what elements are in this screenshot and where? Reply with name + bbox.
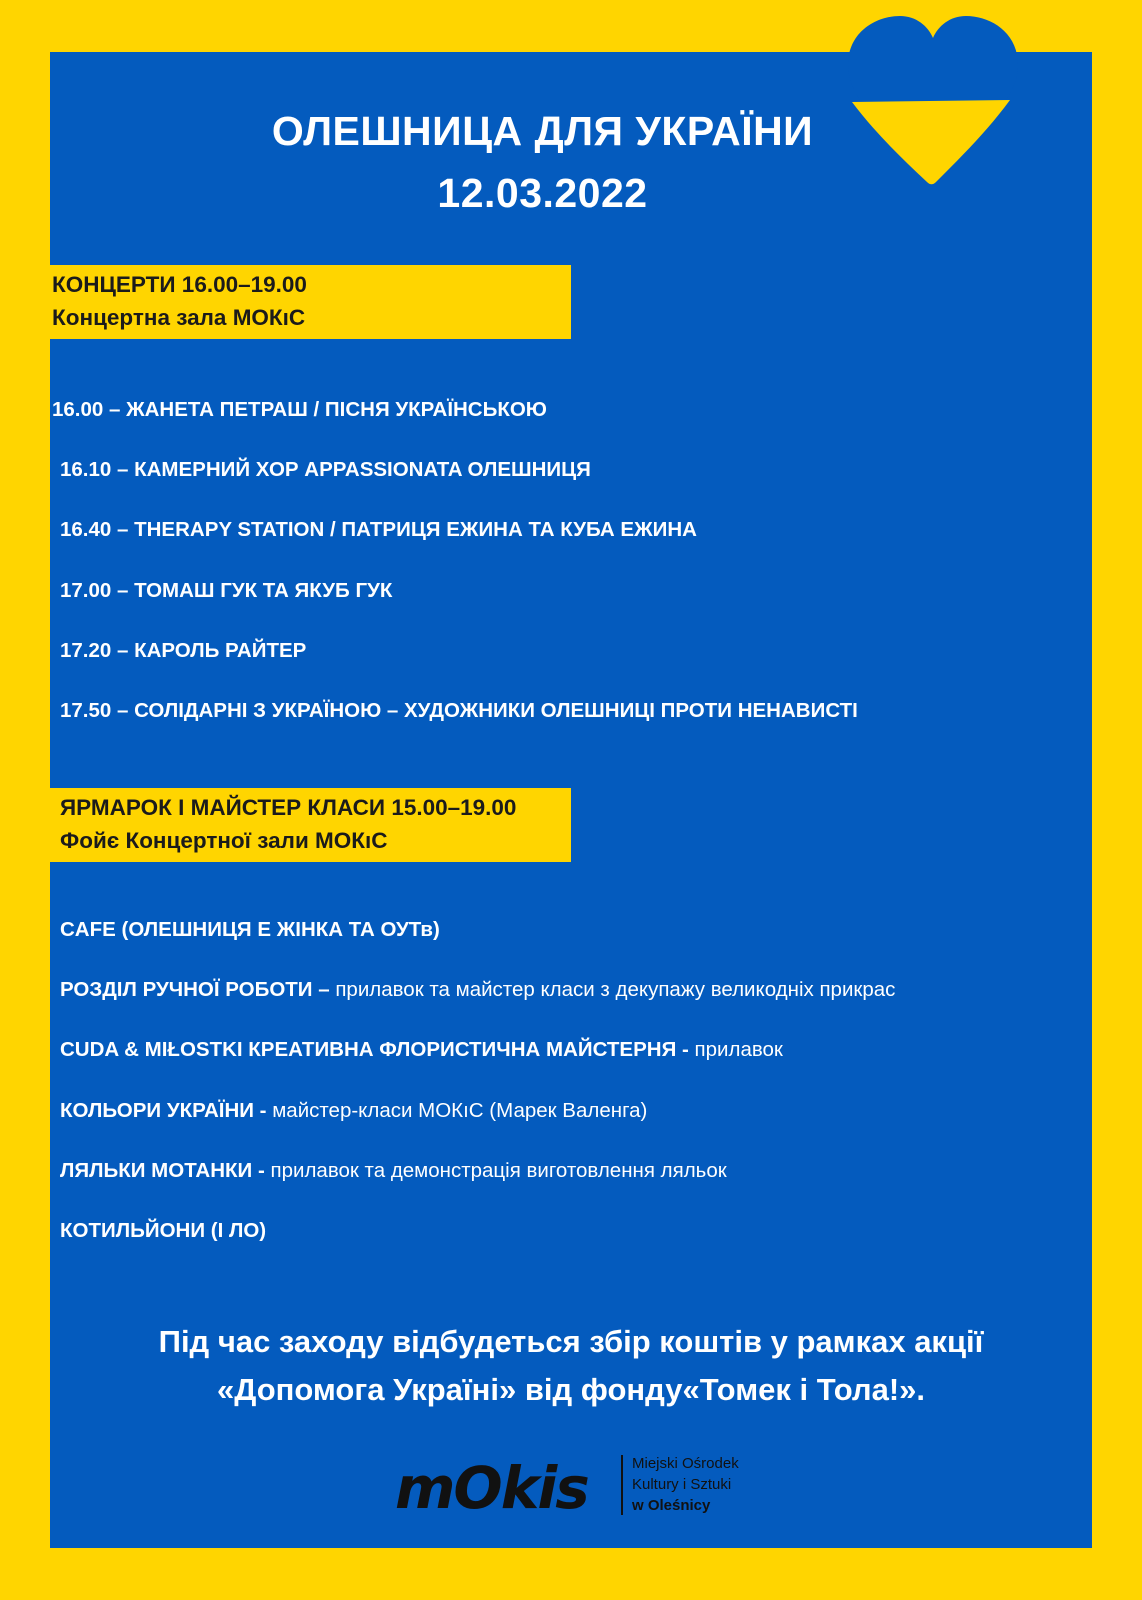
logo-caption-line-3: w Oleśnicy [632,1497,711,1514]
fair-item: ЛЯЛЬКИ МОТАНКИ - прилавок та демонстрація виготовлення ляльок [60,1159,727,1182]
event-date: 12.03.2022 [437,170,648,216]
fundraising-note [50,1318,1092,1414]
fair-item: КОЛЬОРИ УКРАЇНИ - майстер-класи МОКıС (Марек Валенга) [60,1099,648,1122]
concert-item: 16.40 – THERAPY STATION / ПАТРИЦЯ ЕЖИНА ТА КУБА ЕЖИНА [60,518,697,541]
mokis-logo [395,1443,775,1533]
logo-caption-line-1: Miejski Ośrodek [632,1455,739,1472]
logo-caption [632,1453,739,1516]
mokis-wordmark: mOkis [395,1454,588,1522]
fundraising-line-2: «Допомога Україні» від фонду«Томек і Тола!». [217,1372,925,1407]
logo-caption-line-2: Kultury i Sztuki [632,1476,732,1493]
fair-item: CUDA & MIŁOSTKI КРЕАТИВНА ФЛОРИСТИЧНА МАЙСТЕРНЯ - прилавок [60,1038,783,1061]
concert-item: 17.50 – СОЛІДАРНІ З УКРАЇНОЮ – ХУДОЖНИКИ ОЛЕШНИЦІ ПРОТИ НЕНАВИСТІ [60,699,858,722]
concert-item: 16.10 – КАМЕРНИЙ ХОР APPASSIONATA ОЛЕШНИЦЯ [60,458,591,481]
fair-item: КОТИЛЬЙОНИ (І ЛО) [60,1219,267,1242]
concert-item: 17.00 – ТОМАШ ГУК ТА ЯКУБ ГУК [60,579,393,602]
fair-venue: Фойє Концертної зали МОКıС [60,828,388,853]
concerts-venue: Концертна зала МОКıС [52,305,306,330]
event-title-block [50,100,1035,224]
logo-divider [621,1455,623,1515]
fair-header [50,788,571,862]
concerts-header [50,265,571,339]
fair-item: РОЗДІЛ РУЧНОЇ РОБОТИ – прилавок та майстер класи з декупажу великодніх прикрас [60,978,896,1001]
concerts-heading: КОНЦЕРТИ 16.00–19.00 [52,272,307,297]
fundraising-line-1: Під час заходу відбудеться збір коштів у рамках акції [158,1324,984,1359]
concert-item: 17.20 – КАРОЛЬ РАЙТЕР [60,639,307,662]
fair-heading: ЯРМАРОК І МАЙСТЕР КЛАСИ 15.00–19.00 [60,795,517,820]
event-title: ОЛЕШНИЦА ДЛЯ УКРАЇНИ [271,108,814,154]
fair-item: CAFE (ОЛЕШНИЦЯ Е ЖІНКА ТА ОУТв) [60,918,440,941]
concert-item: 16.00 – ЖАНЕТА ПЕТРАШ / ПІСНЯ УКРАЇНСЬКОЮ [52,398,547,421]
